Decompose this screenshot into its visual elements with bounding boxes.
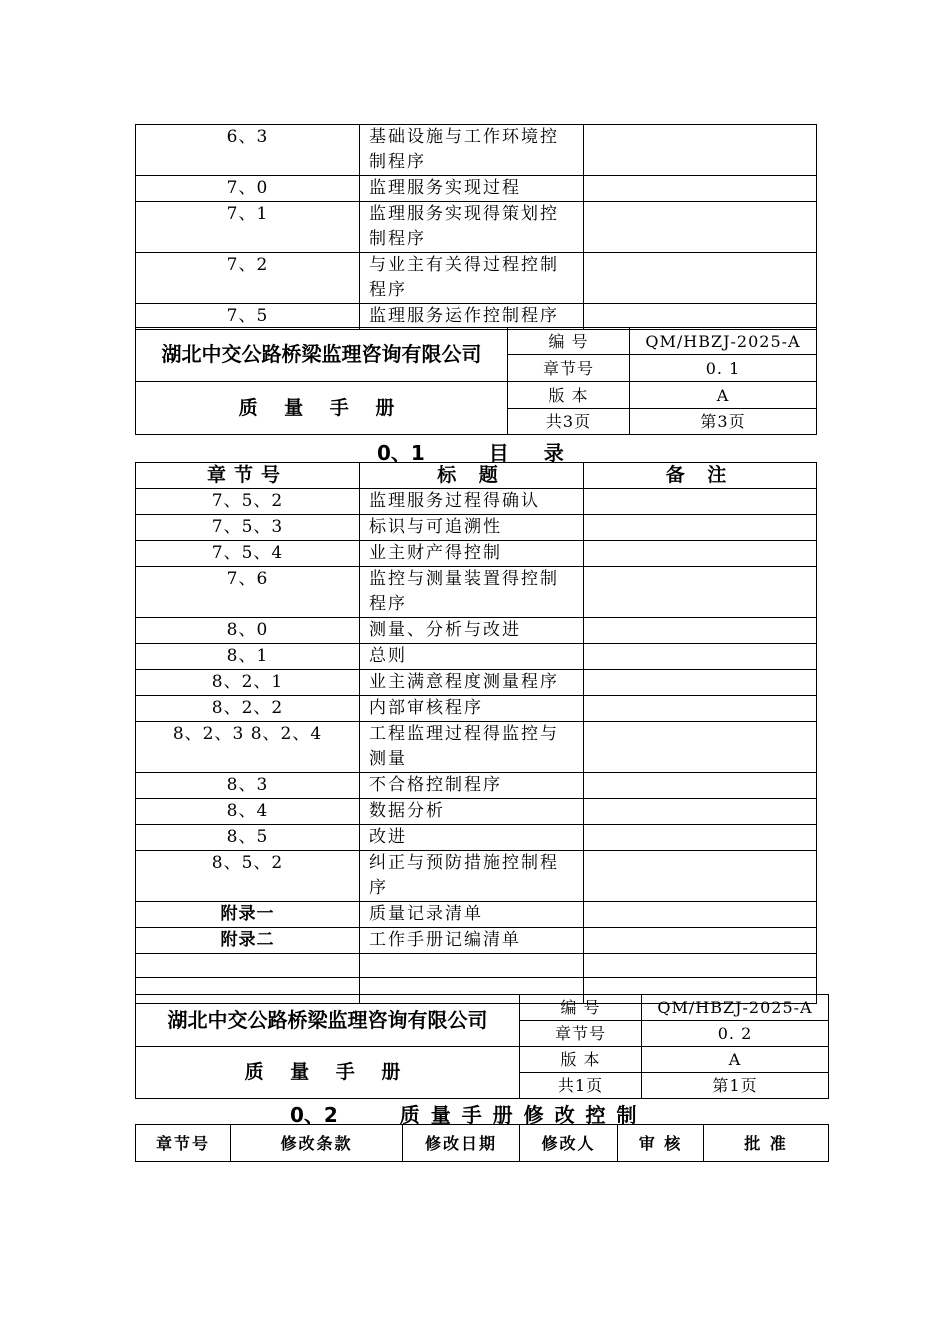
toc-row <box>136 696 817 722</box>
toc-note <box>584 928 817 954</box>
toc-section-number: 8、2、2 <box>136 696 360 722</box>
toc-note <box>584 176 817 202</box>
toc-note <box>584 722 817 773</box>
toc-row <box>136 799 817 825</box>
company-name: 湖北中交公路桥梁监理咨询有限公司 <box>136 995 520 1047</box>
toc-row <box>136 567 817 618</box>
page-number: 第1页 <box>642 1073 829 1099</box>
toc-section-number: 7、2 <box>136 253 360 304</box>
toc-row <box>136 902 817 928</box>
rev-col-clause: 修改条款 <box>231 1125 403 1162</box>
toc-col-title: 标 题 <box>360 463 584 489</box>
toc-row <box>136 954 817 978</box>
toc-row <box>136 541 817 567</box>
toc-note <box>584 670 817 696</box>
toc-title: 监理服务过程得确认 <box>360 489 584 515</box>
manual-title: 质 量 手 册 <box>136 1047 520 1099</box>
toc-row <box>136 489 817 515</box>
toc-row <box>136 253 817 304</box>
toc-section-number: 7、5、4 <box>136 541 360 567</box>
rev-col-section: 章节号 <box>136 1125 231 1162</box>
code-value: QM/HBZJ-2025-A <box>642 995 829 1021</box>
company-name: 湖北中交公路桥梁监理咨询有限公司 <box>136 328 508 382</box>
toc-row <box>136 851 817 902</box>
document-header-2 <box>135 994 829 1099</box>
edition-value: A <box>642 1047 829 1073</box>
toc-row <box>136 928 817 954</box>
toc-title: 质量记录清单 <box>360 902 584 928</box>
toc-row <box>136 773 817 799</box>
toc-section-number: 8、0 <box>136 618 360 644</box>
rev-col-approve: 批 准 <box>704 1125 829 1162</box>
toc-title: 数据分析 <box>360 799 584 825</box>
document-header-1 <box>135 327 817 435</box>
toc-row <box>136 618 817 644</box>
manual-title: 质 量 手 册 <box>136 382 508 435</box>
toc-title: 标识与可追溯性 <box>360 515 584 541</box>
edition-label: 版 本 <box>520 1047 642 1073</box>
section-value: 0. 1 <box>630 355 817 382</box>
toc-note <box>584 541 817 567</box>
toc-note <box>584 773 817 799</box>
toc-note <box>584 851 817 902</box>
total-pages: 共3页 <box>508 409 630 435</box>
toc-title: 工作手册记编清单 <box>360 928 584 954</box>
revision-heading-number: 0、2 <box>290 1103 338 1127</box>
toc-note <box>584 489 817 515</box>
toc-heading-number: 0、1 <box>377 441 425 465</box>
toc-title: 改进 <box>360 825 584 851</box>
toc-section-number: 8、2、1 <box>136 670 360 696</box>
toc-title <box>360 954 584 978</box>
toc-row <box>136 722 817 773</box>
section-label: 章节号 <box>520 1021 642 1047</box>
toc-section-number: 附录一 <box>136 902 360 928</box>
toc-row <box>136 176 817 202</box>
toc-title: 纠正与预防措施控制程序 <box>360 851 584 902</box>
revision-control-table <box>135 1124 829 1162</box>
toc-title: 总则 <box>360 644 584 670</box>
toc-row <box>136 825 817 851</box>
toc-section-number: 8、1 <box>136 644 360 670</box>
section-value: 0. 2 <box>642 1021 829 1047</box>
toc-title: 业主满意程度测量程序 <box>360 670 584 696</box>
toc-title: 基础设施与工作环境控制程序 <box>360 125 584 176</box>
rev-col-review: 审 核 <box>618 1125 704 1162</box>
toc-section-number: 7、5、2 <box>136 489 360 515</box>
toc-table-part1 <box>135 124 817 330</box>
toc-section-number: 7、5、3 <box>136 515 360 541</box>
toc-section-number: 8、5、2 <box>136 851 360 902</box>
toc-title: 内部审核程序 <box>360 696 584 722</box>
toc-note <box>584 202 817 253</box>
toc-col-note: 备 注 <box>584 463 817 489</box>
toc-title: 监控与测量装置得控制程序 <box>360 567 584 618</box>
toc-note <box>584 515 817 541</box>
toc-title: 监理服务实现得策划控制程序 <box>360 202 584 253</box>
toc-title: 业主财产得控制 <box>360 541 584 567</box>
toc-title: 与业主有关得过程控制程序 <box>360 253 584 304</box>
toc-note <box>584 618 817 644</box>
page-number: 第3页 <box>630 409 817 435</box>
toc-note <box>584 125 817 176</box>
toc-note <box>584 253 817 304</box>
toc-note <box>584 696 817 722</box>
toc-note <box>584 644 817 670</box>
toc-table-part2 <box>135 462 817 1004</box>
toc-section-number <box>136 954 360 978</box>
toc-note <box>584 825 817 851</box>
toc-row <box>136 304 817 330</box>
toc-note <box>584 902 817 928</box>
toc-section-number: 8、4 <box>136 799 360 825</box>
toc-note <box>584 304 817 330</box>
toc-section-number: 附录二 <box>136 928 360 954</box>
toc-title: 不合格控制程序 <box>360 773 584 799</box>
toc-section-number: 8、2、3 8、2、4 <box>136 722 360 773</box>
toc-row <box>136 644 817 670</box>
toc-note <box>584 954 817 978</box>
toc-title: 测量、分析与改进 <box>360 618 584 644</box>
code-value: QM/HBZJ-2025-A <box>630 328 817 355</box>
toc-note <box>584 799 817 825</box>
toc-heading-text: 目 录 <box>488 441 578 465</box>
toc-section-number: 8、3 <box>136 773 360 799</box>
toc-section-number: 6、3 <box>136 125 360 176</box>
code-label: 编 号 <box>520 995 642 1021</box>
toc-note <box>584 567 817 618</box>
toc-row <box>136 515 817 541</box>
toc-row <box>136 125 817 176</box>
code-label: 编 号 <box>508 328 630 355</box>
toc-section-number: 7、0 <box>136 176 360 202</box>
section-label: 章节号 <box>508 355 630 382</box>
toc-section-number: 7、1 <box>136 202 360 253</box>
toc-row <box>136 202 817 253</box>
toc-row <box>136 670 817 696</box>
toc-section-number: 7、5 <box>136 304 360 330</box>
toc-title: 监理服务运作控制程序 <box>360 304 584 330</box>
toc-title: 监理服务实现过程 <box>360 176 584 202</box>
revision-heading-text: 质 量 手 册 修 改 控 制 <box>399 1103 639 1127</box>
toc-section-number: 7、6 <box>136 567 360 618</box>
total-pages: 共1页 <box>520 1073 642 1099</box>
toc-col-section: 章节号 <box>136 463 360 489</box>
rev-col-date: 修改日期 <box>403 1125 520 1162</box>
rev-col-editor: 修改人 <box>520 1125 618 1162</box>
edition-label: 版 本 <box>508 382 630 409</box>
toc-title: 工程监理过程得监控与测量 <box>360 722 584 773</box>
edition-value: A <box>630 382 817 409</box>
toc-section-number: 8、5 <box>136 825 360 851</box>
